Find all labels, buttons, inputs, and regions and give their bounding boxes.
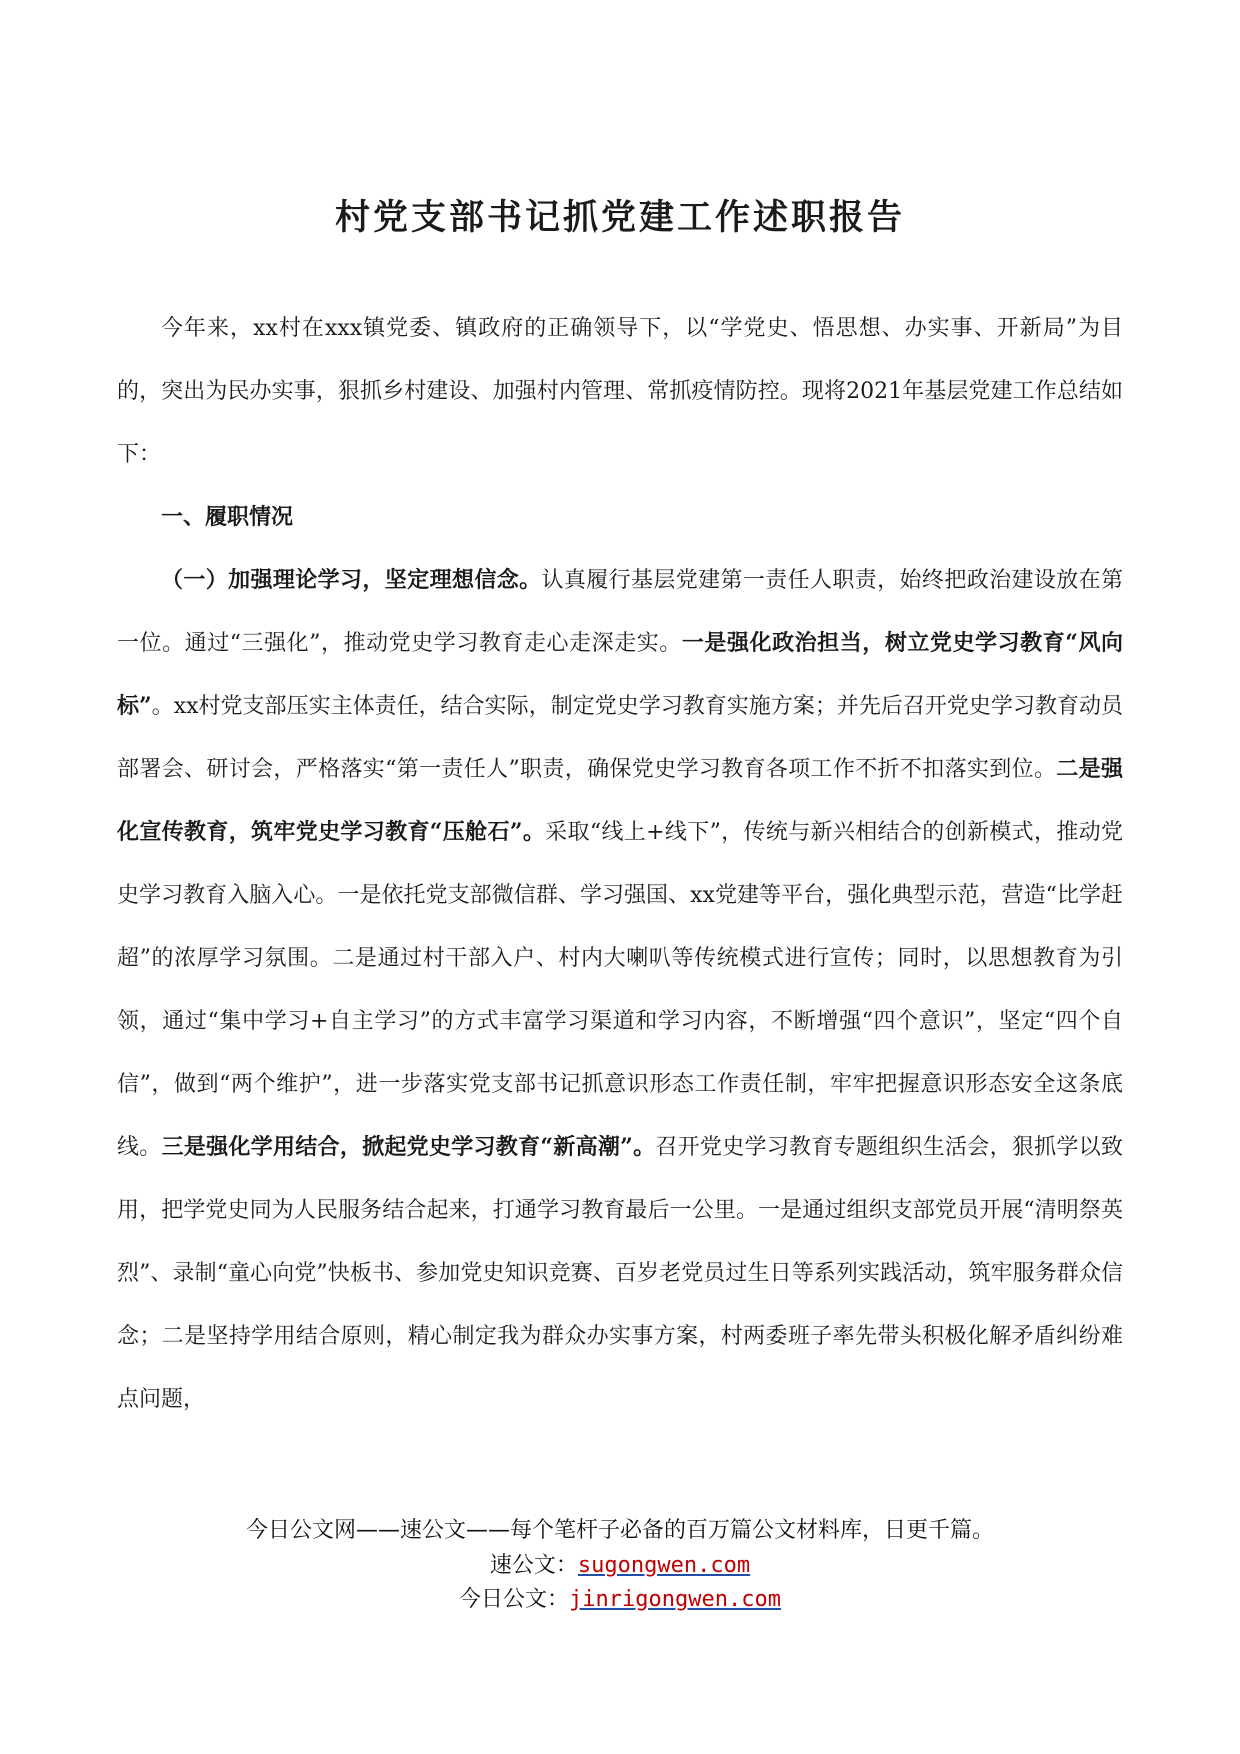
point-three-heading: 三是强化学用结合，掀起党史学习教育“新高潮”。 xyxy=(161,1134,656,1160)
footer-jinrigongwen xyxy=(0,1583,1240,1617)
intro-paragraph: 今年来，xx村在xxx镇党委、镇政府的正确领导下，以“学党史、悟思想、办实事、开新局”为目的，突出为民办实事，狠抓乡村建设、加强村内管理、常抓疫情防控。现将2021年基层党建工作总结如下： xyxy=(117,316,1123,467)
paragraph-text: 召开党史学习教育专题组织生活会，狠抓学以致用，把学党史同为人民服务结合起来，打通学习教育最后一公里。一是通过组织支部党员开展“清明祭英烈”、录制“童心向党”快板书、参加党史知识竞赛、百岁老党员过生日等系列实践活动，筑牢服务群众信念；二是坚持学用结合原则，精心制定我为群众办实事方案，村两委班子率先带头积极化解矛盾纠纷难点问题， xyxy=(117,1135,1123,1412)
document-title: 村党支部书记抓党建工作述职报告 xyxy=(334,197,905,238)
point-one-heading: 一是强化政治担当，树立党史学习教育“风向标” xyxy=(117,630,1124,719)
paragraph-text: 认真履行基层党建第一责任人职责，始终把政治建设放在第一位。通过“三强化”，推动党史学习教育走心走深走实。 xyxy=(117,568,1123,656)
body-paragraph xyxy=(117,549,1123,1431)
footer-tagline: 今日公文网——速公文——每个笔杆子必备的百万篇公文材料库，日更千篇。 xyxy=(245,1518,994,1543)
footer-sugongwen xyxy=(0,1549,1240,1583)
paragraph-text: 。xx村党支部压实主体责任，结合实际，制定党史学习教育实施方案；并先后召开党史学习教育动员部署会、研讨会，严格落实“第一责任人”职责，确保党史学习教育各项工作不折不扣落实到位。 xyxy=(117,694,1123,782)
footer-jinrigongwen-label: 今日公文： xyxy=(459,1587,570,1612)
subsection-heading: （一）加强理论学习，坚定理想信念。 xyxy=(161,567,542,593)
jinrigongwen-link[interactable]: jinrigongwen.com xyxy=(569,1587,781,1612)
section-heading: 一、履职情况 xyxy=(161,504,294,530)
footer-sugongwen-label: 速公文： xyxy=(489,1553,578,1578)
sugongwen-link[interactable]: sugongwen.com xyxy=(577,1553,751,1578)
point-two-heading: 二是强化宣传教育，筑牢党史学习教育“压舱石”。 xyxy=(117,756,1123,845)
document-body xyxy=(117,297,1123,1431)
paragraph-text: 采取“线上+线下”，传统与新兴相结合的创新模式，推动党史学习教育入脑入心。一是依托党支部微信群、学习强国、xx党建等平台，强化典型示范，营造“比学赶超”的浓厚学习氛围。二是通过村干部入户、村内大喇叭等传统模式进行宣传；同时，以思想教育为引领，通过“集中学习+自主学习”的方式丰富学习渠道和学习内容，不断增强“四个意识”，坚定“四个自信”，做到“两个维护”，进一步落实党支部书记抓意识形态工作责任制，牢牢把握意识形态安全这条底线。 xyxy=(117,820,1124,1160)
footer xyxy=(0,1513,1240,1617)
